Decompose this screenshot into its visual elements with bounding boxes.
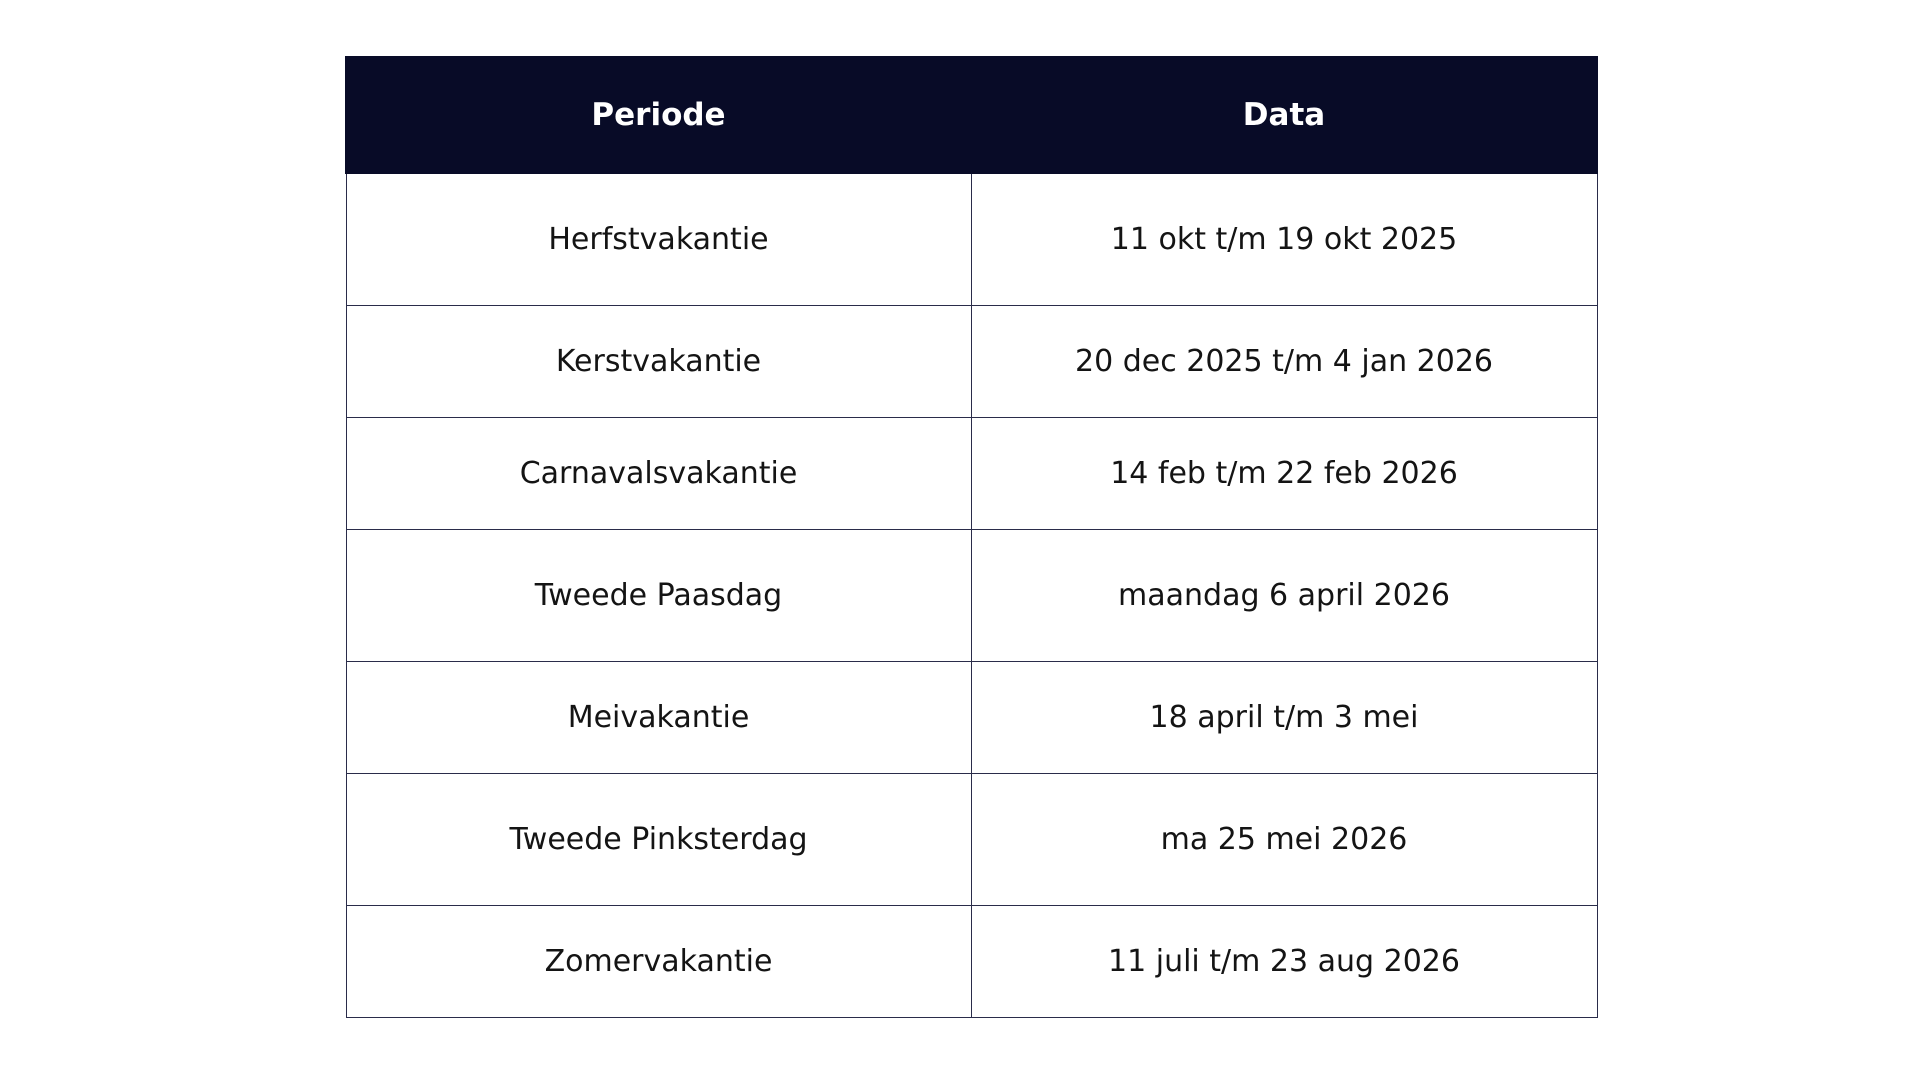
- period-cell: Tweede Pinksterdag: [346, 774, 971, 906]
- table-row: [346, 173, 1597, 306]
- period-cell: Tweede Paasdag: [346, 530, 971, 662]
- period-cell: Meivakantie: [346, 662, 971, 774]
- period-cell: Zomervakantie: [346, 906, 971, 1018]
- table-body: [346, 173, 1597, 1018]
- dates-cell: 11 okt t/m 19 okt 2025: [971, 173, 1597, 306]
- table-row: [346, 306, 1597, 418]
- dates-cell: maandag 6 april 2026: [971, 530, 1597, 662]
- period-cell: Kerstvakantie: [346, 306, 971, 418]
- header-dates: Data: [971, 57, 1597, 173]
- period-cell: Carnavalsvakantie: [346, 418, 971, 530]
- table-row: [346, 530, 1597, 662]
- dates-cell: ma 25 mei 2026: [971, 774, 1597, 906]
- table-row: [346, 418, 1597, 530]
- holiday-schedule-table: [345, 56, 1598, 1018]
- table-row: [346, 774, 1597, 906]
- dates-cell: 18 april t/m 3 mei: [971, 662, 1597, 774]
- dates-cell: 20 dec 2025 t/m 4 jan 2026: [971, 306, 1597, 418]
- dates-cell: 14 feb t/m 22 feb 2026: [971, 418, 1597, 530]
- header-row: [346, 57, 1597, 173]
- period-cell: Herfstvakantie: [346, 173, 971, 306]
- dates-cell: 11 juli t/m 23 aug 2026: [971, 906, 1597, 1018]
- table-row: [346, 662, 1597, 774]
- table-row: [346, 906, 1597, 1018]
- header-period: Periode: [346, 57, 971, 173]
- table-header: [346, 57, 1597, 173]
